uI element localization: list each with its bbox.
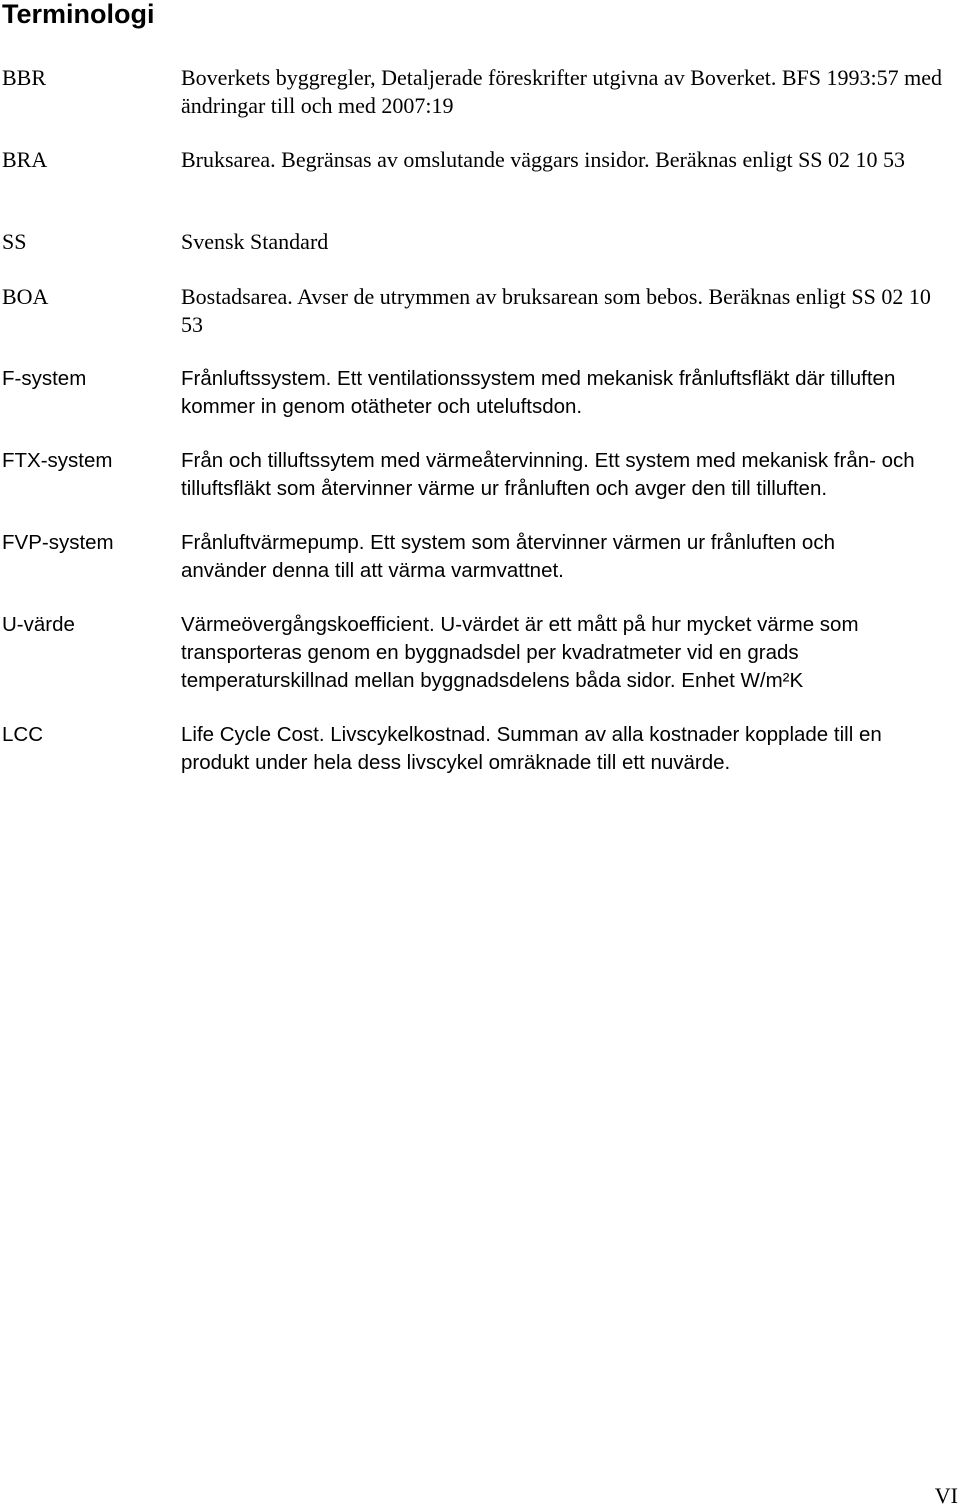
term-definition: Life Cycle Cost. Livscykelkostnad. Summan av alla kostnader kopplade till en produkt under hela dess livscykel omräknade till ett nuvärde. — [181, 723, 882, 774]
term-definition: Bruksarea. Begränsas av omslutande väggars insidor. Beräknas enligt SS 02 10 53 — [181, 147, 906, 172]
term-definition: Från och tilluftssytem med värmeåtervinning. Ett system med mekanisk från- och tilluftsfläkt som återvinner värme ur frånluften och avger den till tilluften. — [181, 449, 915, 500]
term-definition: Bostadsarea. Avser de utrymmen av bruksarean som bebos. Beräknas enligt SS 02 10 53 — [181, 284, 931, 337]
term-label: U-värde — [2, 613, 75, 636]
page-number: VI — [934, 1483, 958, 1508]
term-label: SS — [2, 229, 27, 254]
page-title: Terminologi — [2, 0, 155, 29]
term-label: BRA — [2, 147, 48, 172]
term-label: FVP-system — [2, 531, 114, 554]
term-label: BOA — [2, 284, 49, 309]
term-definition: Värmeövergångskoefficient. U-värdet är ett mått på hur mycket värme som transporteras genom en byggnadsdel per kvadratmeter vid en grads temperaturskillnad mellan byggnadsdelens båda sidor. Enhet W/m²K — [181, 613, 859, 692]
term-label: LCC — [2, 723, 44, 746]
term-definition: Frånluftssystem. Ett ventilationssystem med mekanisk frånluftsfläkt där tilluften kommer in genom otätheter och uteluftsdon. — [181, 367, 896, 418]
term-label: F-system — [2, 367, 87, 390]
term-definition: Frånluftvärmepump. Ett system som återvinner värmen ur frånluften och använder denna till att värma varmvattnet. — [181, 531, 835, 582]
term-label: FTX-system — [2, 449, 113, 472]
term-definition: Boverkets byggregler, Detaljerade föreskrifter utgivna av Boverket. BFS 1993:57 med ändringar till och med 2007:19 — [181, 65, 942, 118]
term-label: BBR — [2, 65, 47, 90]
term-definition: Svensk Standard — [181, 229, 329, 254]
